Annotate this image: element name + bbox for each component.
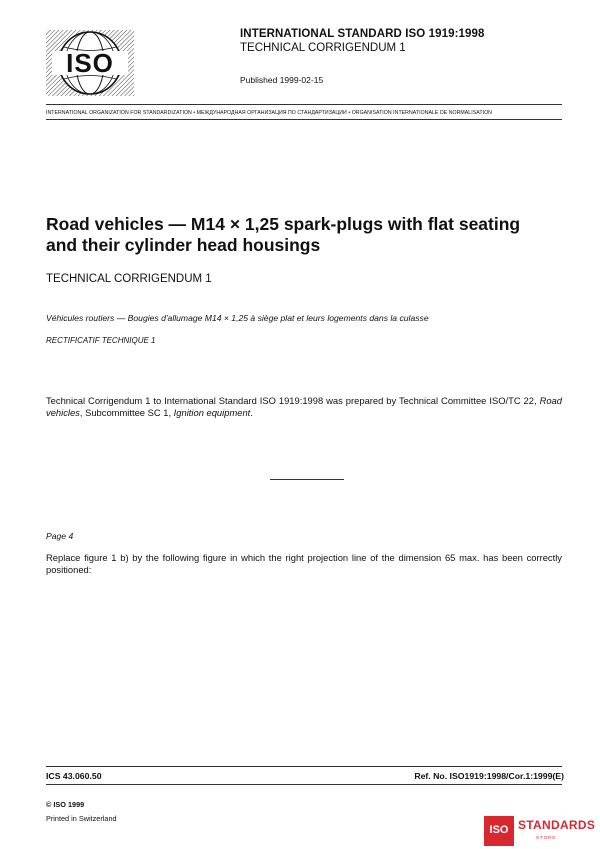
- watermark-badge: [484, 816, 514, 846]
- organization-line: INTERNATIONAL ORGANIZATION FOR STANDARDIZATION • МЕЖДУНАРОДНАЯ ОРГАНИЗАЦИЯ ПО СТАНДАРТИЗАЦИИ • ORGANISATION INTERNATIONALE DE NORMALISATION: [46, 110, 492, 116]
- iso-logo-text: ISO: [66, 48, 114, 78]
- french-title: Véhicules routiers — Bougies d'allumage M14 × 1,25 à siège plat et leurs logements dans la culasse: [46, 313, 429, 323]
- preparation-paragraph: [46, 395, 562, 419]
- ics-code: ICS 43.060.50: [46, 771, 102, 781]
- para-text-end: .: [250, 407, 253, 418]
- corrigendum-label: TECHNICAL CORRIGENDUM 1: [46, 273, 212, 285]
- published-date: Published 1999-02-15: [240, 75, 324, 85]
- header-rule-top: [46, 104, 562, 105]
- copyright: © ISO 1999: [46, 800, 85, 809]
- para-text-mid: , Subcommittee SC 1,: [79, 407, 174, 418]
- para-text-start: Technical Corrigendum 1 to International Standard ISO 1919:1998 was prepared by Technical Committee ISO/TC 22,: [46, 395, 540, 406]
- replace-instruction: Replace figure 1 b) by the following figure in which the right projection line of the dimension 65 max. has been correctly positioned:: [46, 552, 562, 575]
- para-road-vehicles: Road vehicles: [46, 395, 562, 418]
- watermark-badge-text: ISO: [489, 824, 509, 836]
- section-divider: [270, 479, 344, 480]
- corrigendum-title: TECHNICAL CORRIGENDUM 1: [240, 42, 406, 54]
- document-title: Road vehicles — M14 × 1,25 spark-plugs with flat seating and their cylinder head housings: [46, 214, 521, 255]
- watermark-text: STANDARDS: [518, 818, 596, 832]
- reference-number: Ref. No. ISO1919:1998/Cor.1:1999(E): [414, 771, 564, 781]
- footer-rule-bottom: [46, 784, 562, 785]
- footer-rule: [46, 766, 562, 767]
- para-ignition-equipment: Ignition equipment: [173, 407, 251, 418]
- page-reference: Page 4: [46, 531, 74, 541]
- printed-in: Printed in Switzerland: [46, 814, 117, 823]
- iso-logo: [46, 30, 134, 96]
- header-rule-bottom: [46, 119, 562, 120]
- watermark-subtext: STORE: [536, 835, 557, 840]
- french-label: RECTIFICATIF TECHNIQUE 1: [46, 336, 156, 345]
- standard-title: INTERNATIONAL STANDARD ISO 1919:1998: [240, 28, 485, 40]
- store-watermark: [484, 816, 596, 846]
